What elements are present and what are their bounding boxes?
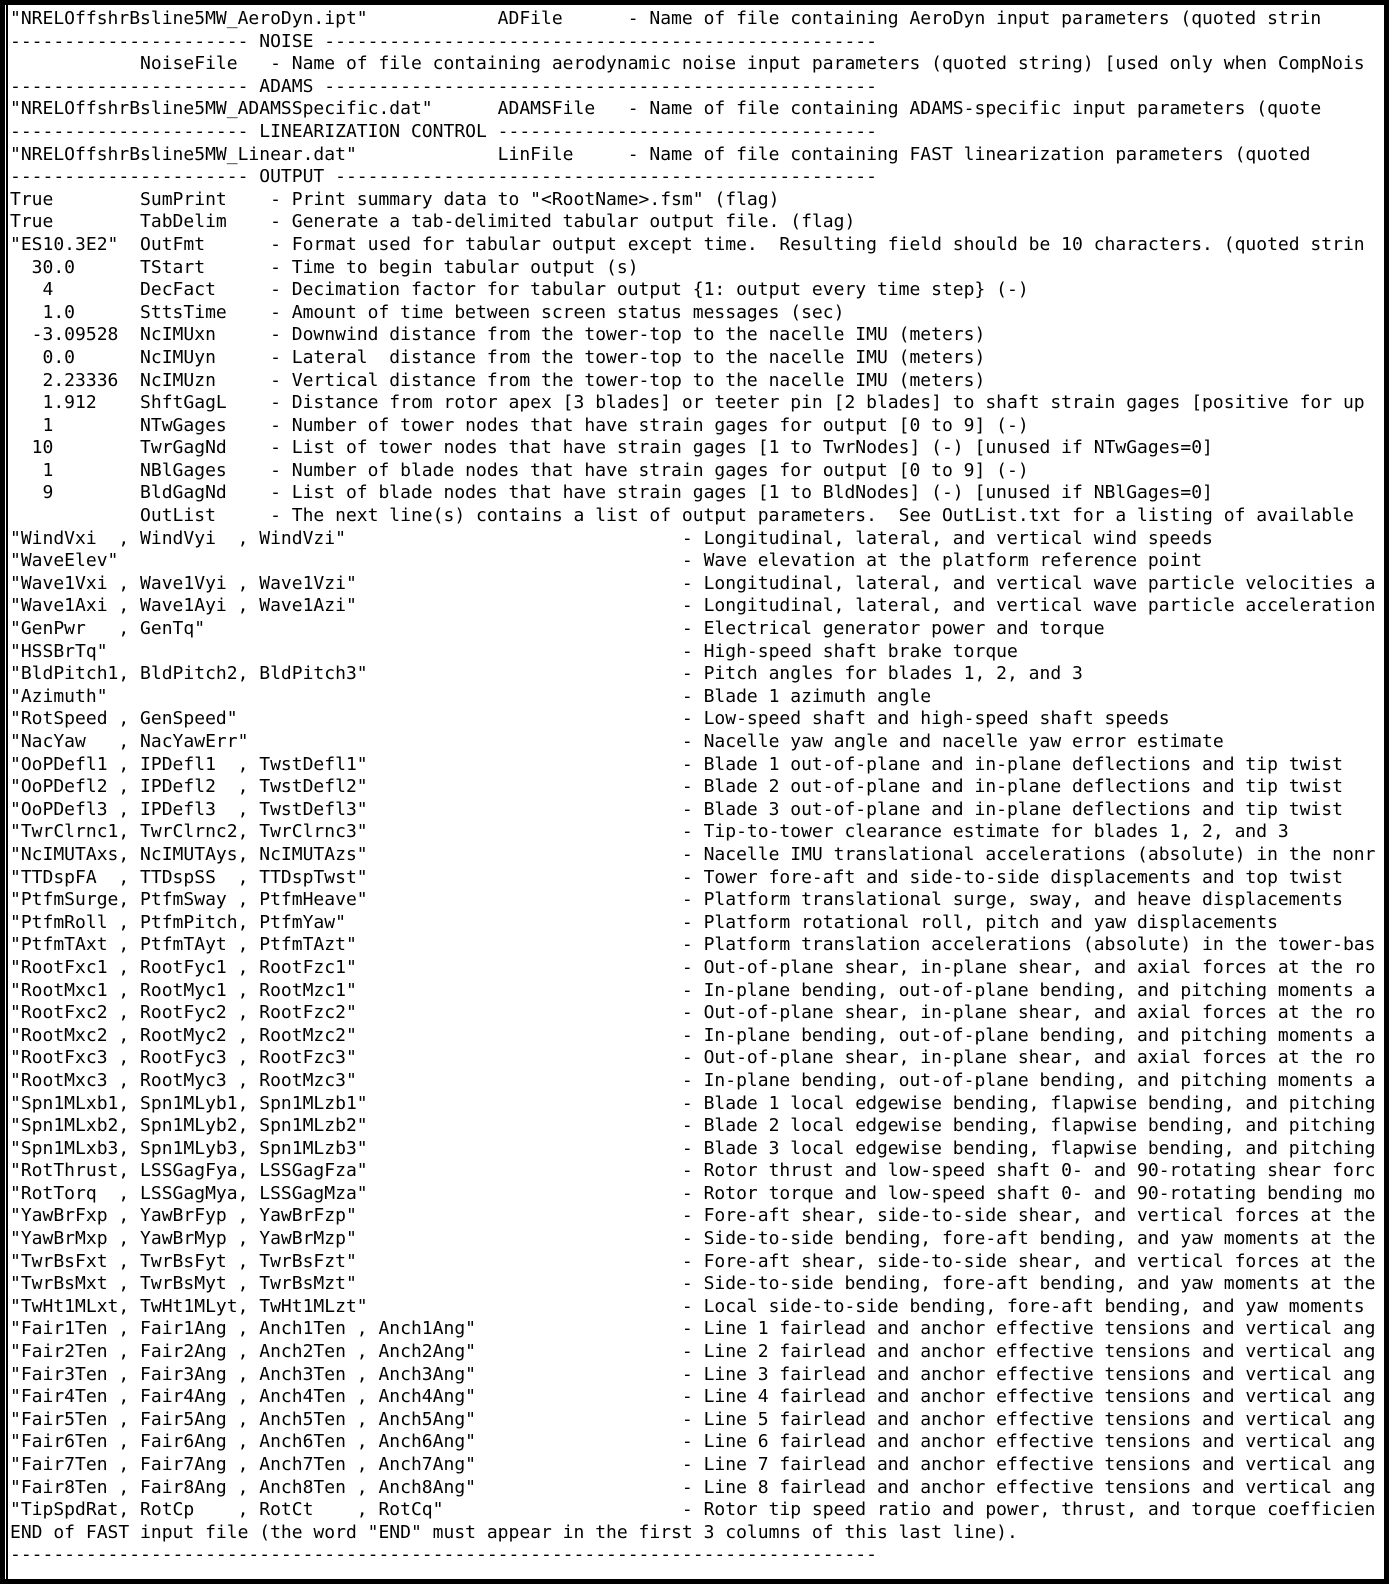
text-line: "ES10.3E2" OutFmt - Format used for tabular output except time. Resulting field should be 10 characters. (quoted strin <box>10 233 1365 255</box>
text-line: "RotThrust, LSSGagFya, LSSGagFza" - Rotor thrust and low-speed shaft 0- and 90-rotating shear forc <box>10 1160 1376 1182</box>
text-line: "TwHt1MLxt, TwHt1MLyt, TwHt1MLzt" - Local side-to-side bending, fore-aft bending, and yaw moments <box>10 1295 1365 1317</box>
text-line: 1 NBlGages - Number of blade nodes that have strain gages for output [0 to 9] (-) <box>10 459 1029 481</box>
text-line: "NacYaw , NacYawErr" - Nacelle yaw angle and nacelle yaw error estimate <box>10 731 1224 752</box>
text-line: -3.09528 NcIMUxn - Downwind distance from the tower-top to the nacelle IMU (meters) <box>10 324 986 346</box>
text-line: "PtfmTAxt , PtfmTAyt , PtfmTAzt" - Platform translation accelerations (absolute) in the tower-bas <box>10 934 1376 956</box>
text-line: "Spn1MLxb3, Spn1MLyb3, Spn1MLzb3" - Blade 3 local edgewise bending, flapwise bending, and pitching <box>10 1137 1376 1159</box>
text-line: "Fair3Ten , Fair3Ang , Anch3Ten , Anch3Ang" - Line 3 fairlead and anchor effective tensions and vertical ang <box>10 1363 1376 1385</box>
text-line: 10 TwrGagNd - List of tower nodes that have strain gages [1 to TwrNodes] (-) [unused if NTwGages=0] <box>10 437 1213 459</box>
text-line: "RootFxc1 , RootFyc1 , RootFzc1" - Out-of-plane shear, in-plane shear, and axial forces at the ro <box>10 956 1376 978</box>
text-line: 2.23336 NcIMUzn - Vertical distance from the tower-top to the nacelle IMU (meters) <box>10 369 986 391</box>
text-line: "Wave1Vxi , Wave1Vyi , Wave1Vzi" - Longitudinal, lateral, and vertical wave particle velocities a <box>10 572 1376 594</box>
text-line: ---------------------- NOISE --------------------------------------------------- <box>10 30 877 52</box>
text-line: "Fair6Ten , Fair6Ang , Anch6Ten , Anch6Ang" - Line 6 fairlead and anchor effective tensions and vertical ang <box>10 1431 1376 1453</box>
text-line: True TabDelim - Generate a tab-delimited tabular output file. (flag) <box>10 211 856 233</box>
text-line: "BldPitch1, BldPitch2, BldPitch3" - Pitch angles for blades 1, 2, and 3 <box>10 663 1083 685</box>
text-line: ---------------------- LINEARIZATION CONTROL ----------------------------------- <box>10 120 877 142</box>
text-line: "RootFxc2 , RootFyc2 , RootFzc2" - Out-of-plane shear, in-plane shear, and axial forces at the ro <box>10 1002 1376 1024</box>
text-line: "Fair5Ten , Fair5Ang , Anch5Ten , Anch5Ang" - Line 5 fairlead and anchor effective tensions and vertical ang <box>10 1408 1376 1430</box>
text-line: "NRELOffshrBsline5MW_AeroDyn.ipt" ADFile - Name of file containing AeroDyn input parameters (quoted strin <box>10 8 1322 29</box>
text-line: 1.912 ShftGagL - Distance from rotor apex [3 blades] or teeter pin [2 blades] to shaft strain gages [positive for up <box>10 392 1365 414</box>
text-line: "Fair7Ten , Fair7Ang , Anch7Ten , Anch7Ang" - Line 7 fairlead and anchor effective tensions and vertical ang <box>10 1454 1376 1475</box>
text-line: END of FAST input file (the word "END" must appear in the first 3 columns of this last line). <box>10 1521 1018 1543</box>
text-line: "Spn1MLxb1, Spn1MLyb1, Spn1MLzb1" - Blade 1 local edgewise bending, flapwise bending, and pitching <box>10 1092 1376 1114</box>
text-line: "GenPwr , GenTq" - Electrical generator power and torque <box>10 618 1105 640</box>
text-line: 1 NTwGages - Number of tower nodes that have strain gages for output [0 to 9] (-) <box>10 414 1029 436</box>
text-line: -------------------------------------------------------------------------------- <box>10 1544 877 1566</box>
text-line: "TipSpdRat, RotCp , RotCt , RotCq" - Rotor tip speed ratio and power, thrust, and torque coefficien <box>10 1499 1376 1521</box>
text-line: "PtfmRoll , PtfmPitch, PtfmYaw" - Platform rotational roll, pitch and yaw displacements <box>10 911 1278 933</box>
text-line: "Fair8Ten , Fair8Ang , Anch8Ten , Anch8Ang" - Line 8 fairlead and anchor effective tensions and vertical ang <box>10 1476 1376 1498</box>
text-line: "Fair4Ten , Fair4Ang , Anch4Ten , Anch4Ang" - Line 4 fairlead and anchor effective tensions and vertical ang <box>10 1386 1376 1408</box>
text-line: "WindVxi , WindVyi , WindVzi" - Longitudinal, lateral, and vertical wind speeds <box>10 527 1213 549</box>
text-line: "RootMxc3 , RootMyc3 , RootMzc3" - In-plane bending, out-of-plane bending, and pitching moments a <box>10 1069 1376 1091</box>
file-text <box>10 8 1384 1579</box>
text-line: "RootMxc2 , RootMyc2 , RootMzc2" - In-plane bending, out-of-plane bending, and pitching moments a <box>10 1024 1376 1046</box>
text-line: True SumPrint - Print summary data to "<RootName>.fsm" (flag) <box>10 188 780 210</box>
text-line: 1.0 SttsTime - Amount of time between screen status messages (sec) <box>10 301 845 323</box>
text-line: "RotSpeed , GenSpeed" - Low-speed shaft and high-speed shaft speeds <box>10 708 1170 730</box>
text-line: OutList - The next line(s) contains a list of output parameters. See OutList.txt for a listing of available <box>10 505 1354 527</box>
text-line: "NRELOffshrBsline5MW_ADAMSSpecific.dat" ADAMSFile - Name of file containing ADAMS-specific input parameters (quote <box>10 98 1322 120</box>
text-line: "TwrBsMxt , TwrBsMyt , TwrBsMzt" - Side-to-side bending, fore-aft bending, and yaw moments at the <box>10 1273 1376 1295</box>
text-line: "HSSBrTq" - High-speed shaft brake torque <box>10 640 1018 662</box>
text-line: "TwrBsFxt , TwrBsFyt , TwrBsFzt" - Fore-aft shear, side-to-side shear, and vertical forces at the <box>10 1250 1376 1272</box>
text-line: "Fair2Ten , Fair2Ang , Anch2Ten , Anch2Ang" - Line 2 fairlead and anchor effective tensions and vertical ang <box>10 1341 1376 1363</box>
text-line: 0.0 NcIMUyn - Lateral distance from the tower-top to the nacelle IMU (meters) <box>10 346 986 368</box>
text-line: "PtfmSurge, PtfmSway , PtfmHeave" - Platform translational surge, sway, and heave displacements <box>10 889 1343 911</box>
text-line: "OoPDefl1 , IPDefl1 , TwstDefl1" - Blade 1 out-of-plane and in-plane deflections and tip twist <box>10 753 1343 775</box>
text-line: NoiseFile - Name of file containing aerodynamic noise input parameters (quoted string) [used only when CompNois <box>10 53 1365 75</box>
text-line: ---------------------- ADAMS --------------------------------------------------- <box>10 75 877 97</box>
text-line: 9 BldGagNd - List of blade nodes that have strain gages [1 to BldNodes] (-) [unused if NBlGages=0] <box>10 482 1213 504</box>
text-line: "Fair1Ten , Fair1Ang , Anch1Ten , Anch1Ang" - Line 1 fairlead and anchor effective tensions and vertical ang <box>10 1318 1376 1340</box>
text-line: "OoPDefl2 , IPDefl2 , TwstDefl2" - Blade 2 out-of-plane and in-plane deflections and tip twist <box>10 776 1343 798</box>
text-line: "TTDspFA , TTDspSS , TTDspTwst" - Tower fore-aft and side-to-side displacements and top twist <box>10 866 1343 888</box>
text-line: 30.0 TStart - Time to begin tabular output (s) <box>10 256 639 278</box>
text-line: 4 DecFact - Decimation factor for tabular output {1: output every time step} (-) <box>10 279 1029 301</box>
text-line: "OoPDefl3 , IPDefl3 , TwstDefl3" - Blade 3 out-of-plane and in-plane deflections and tip twist <box>10 798 1343 820</box>
left-inner-border-line <box>6 5 8 1579</box>
text-line: "NcIMUTAxs, NcIMUTAys, NcIMUTAzs" - Nacelle IMU translational accelerations (absolute) in the nonr <box>10 843 1376 865</box>
text-line: "RootFxc3 , RootFyc3 , RootFzc3" - Out-of-plane shear, in-plane shear, and axial forces at the ro <box>10 1047 1376 1069</box>
text-line: "YawBrFxp , YawBrFyp , YawBrFzp" - Fore-aft shear, side-to-side shear, and vertical forces at the <box>10 1205 1376 1227</box>
text-line: "RootMxc1 , RootMyc1 , RootMzc1" - In-plane bending, out-of-plane bending, and pitching moments a <box>10 979 1376 1001</box>
text-line: "Azimuth" - Blade 1 azimuth angle <box>10 685 932 707</box>
text-line: "YawBrMxp , YawBrMyp , YawBrMzp" - Side-to-side bending, fore-aft bending, and yaw moments at the <box>10 1228 1376 1250</box>
text-line: "Wave1Axi , Wave1Ayi , Wave1Azi" - Longitudinal, lateral, and vertical wave particle acceleration <box>10 595 1376 617</box>
text-line: "RotTorq , LSSGagMya, LSSGagMza" - Rotor torque and low-speed shaft 0- and 90-rotating bending mo <box>10 1182 1376 1204</box>
text-line: "TwrClrnc1, TwrClrnc2, TwrClrnc3" - Tip-to-tower clearance estimate for blades 1, 2, and 3 <box>10 821 1289 843</box>
text-line: "Spn1MLxb2, Spn1MLyb2, Spn1MLzb2" - Blade 2 local edgewise bending, flapwise bending, and pitching <box>10 1115 1376 1137</box>
text-line: "WaveElev" - Wave elevation at the platform reference point <box>10 550 1203 572</box>
text-line: "NRELOffshrBsline5MW_Linear.dat" LinFile - Name of file containing FAST linearization parameters (quoted <box>10 143 1311 165</box>
text-line: ---------------------- OUTPUT -------------------------------------------------- <box>10 166 877 188</box>
